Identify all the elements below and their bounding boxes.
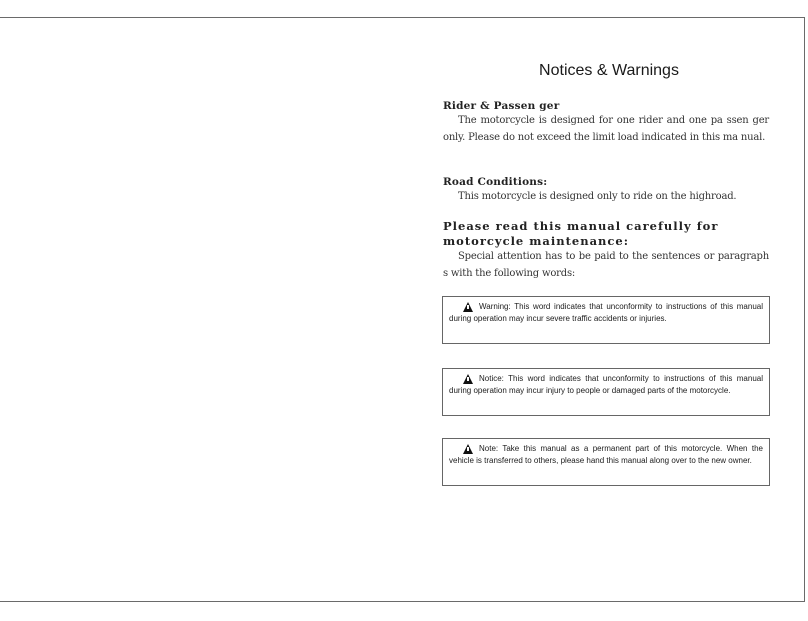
notice-text: Notice: This word indicates that unconformity to instructions of this manual during operation may incur injury to people or damaged parts of the motorcycle. xyxy=(449,374,763,395)
note-text: Note: Take this manual as a permanent part of this motorcycle. When the vehicle is transferred to others, please hand this manual along over to the new owner. xyxy=(449,444,763,465)
section-body: The motorcycle is designed for one rider and one pa ssen ger only. Please do not exceed the limit load indicated in this ma nual. xyxy=(443,115,769,143)
section-read-manual xyxy=(443,219,769,282)
warning-triangle-icon xyxy=(463,444,473,454)
notice-box xyxy=(442,368,770,416)
section-rider-passenger xyxy=(443,99,769,146)
section-heading: Road Conditions: xyxy=(443,176,548,188)
section-body: This motorcycle is designed only to ride on the highroad. xyxy=(458,191,737,202)
page-title: Notices & Warnings xyxy=(539,62,679,79)
section-body: Special attention has to be paid to the sentences or paragraph s with the following words: xyxy=(443,251,769,279)
warning-triangle-icon xyxy=(463,374,473,384)
warning-text: Warning: This word indicates that unconformity to instructions of this manual during operation may incur severe traffic accidents or injuries. xyxy=(449,302,763,323)
warning-triangle-icon xyxy=(463,302,473,312)
section-road-conditions xyxy=(443,175,769,206)
note-box xyxy=(442,438,770,486)
section-heading: Rider & Passen ger xyxy=(443,100,560,112)
warning-box xyxy=(442,296,770,344)
section-heading: Please read this manual carefully for motorcycle maintenance: xyxy=(443,219,719,248)
